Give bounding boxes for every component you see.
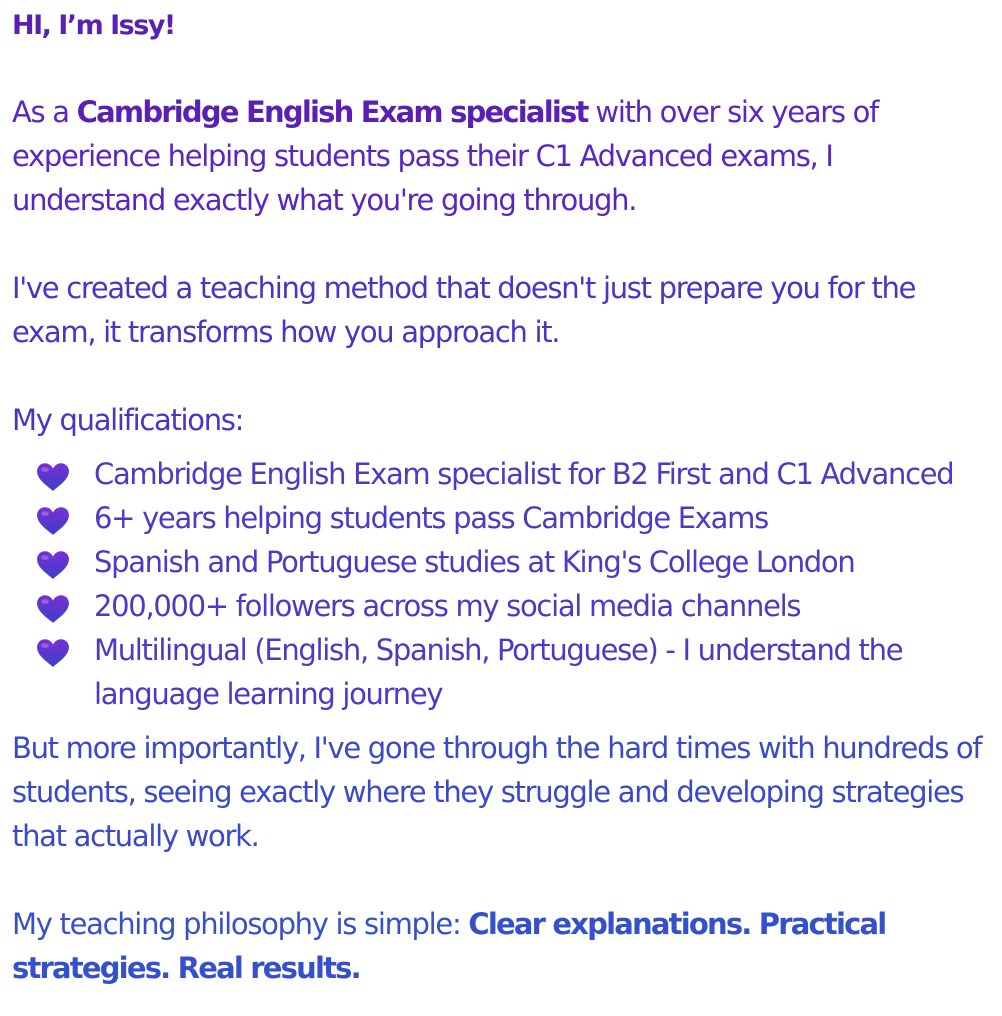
- qualification-text: Cambridge English Exam specialist for B2 First and C1 Advanced: [94, 457, 954, 491]
- list-item: [12, 584, 990, 628]
- philosophy-paragraph: [12, 902, 990, 990]
- intro-highlight: Cambridge English Exam specialist: [76, 95, 588, 129]
- philosophy-prefix: My teaching philosophy is simple:: [12, 907, 469, 941]
- intro-suffix: with over six years of experience helping students pass their C1 Advanced exams, I understand exactly what you're going through.: [12, 95, 878, 217]
- purple-heart-icon: [36, 594, 70, 624]
- closing-paragraph: But more importantly, I've gone through the hard times with hundreds of students, seeing exactly where they struggle and developing strategies that actually work.: [12, 731, 982, 853]
- purple-heart-icon: [36, 462, 70, 492]
- spacer: [12, 354, 990, 398]
- list-item: [12, 628, 990, 716]
- spacer: [12, 858, 990, 902]
- purple-heart-icon: [36, 506, 70, 536]
- spacer: [12, 46, 990, 90]
- intro-prefix: As a: [12, 95, 77, 129]
- qualification-text: Multilingual (English, Spanish, Portuguese) - I understand the language learning journey: [94, 633, 903, 711]
- list-item: [12, 540, 990, 584]
- philosophy-highlight: Clear explanations. Practical strategies. Real results.: [12, 907, 886, 985]
- intro-paragraph: [12, 90, 990, 222]
- qualification-text: 200,000+ followers across my social media channels: [94, 589, 801, 623]
- spacer: [12, 222, 990, 266]
- method-paragraph: I've created a teaching method that doesn't just prepare you for the exam, it transforms how you approach it.: [12, 271, 916, 349]
- greeting-heading: HI, I’m Issy!: [12, 10, 175, 41]
- list-item: [12, 496, 990, 540]
- qualifications-heading: My qualifications:: [12, 403, 244, 437]
- qualification-text: Spanish and Portuguese studies at King's College London: [94, 545, 855, 579]
- qualifications-list: [12, 452, 990, 716]
- purple-heart-icon: [36, 550, 70, 580]
- qualification-text: 6+ years helping students pass Cambridge Exams: [94, 501, 768, 535]
- purple-heart-icon: [36, 638, 70, 668]
- list-item: [12, 452, 990, 496]
